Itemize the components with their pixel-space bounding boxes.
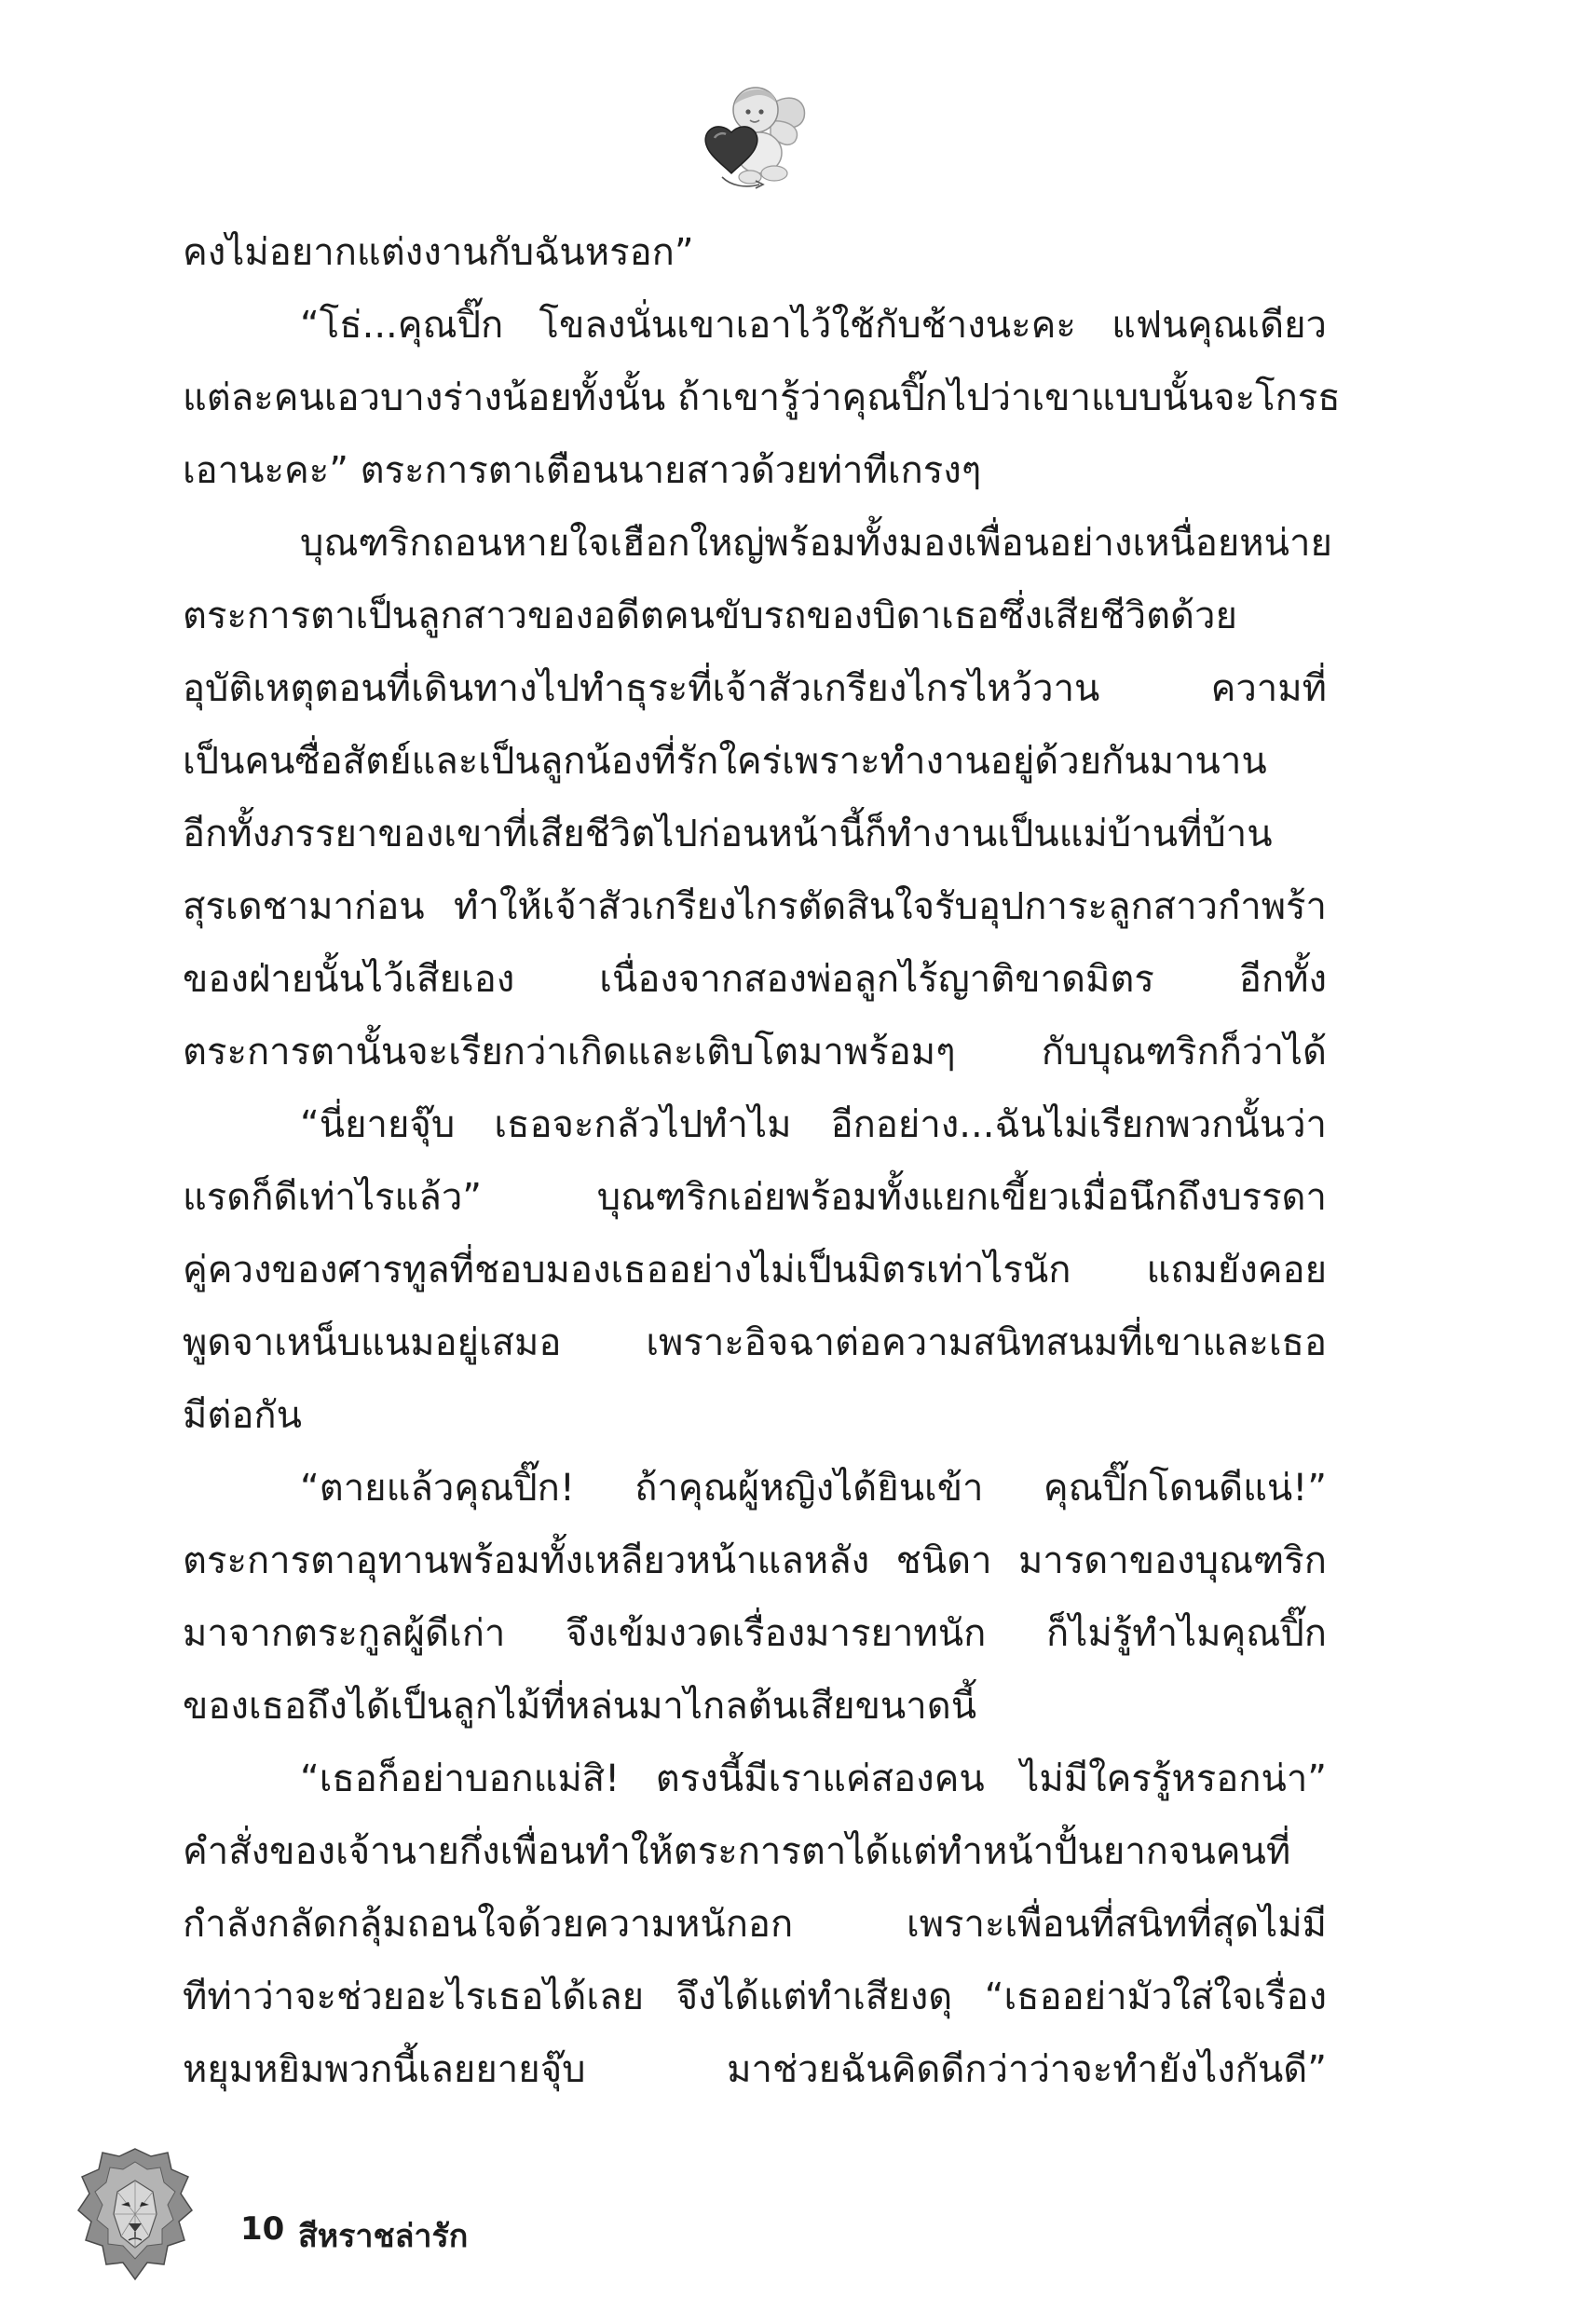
text-line: “เธอก็อย่าบอกแม่สิ! ตรงนี้มีเราแค่สองคน ไม่มีใครรู้หรอกน่า” [300,1757,1327,1800]
text-line: เป็นคนซื่อสัตย์และเป็นลูกน้องที่รักใคร่เพราะทำงานอยู่ด้วยกันมานาน [183,740,1267,783]
text-line: ทีท่าว่าจะช่วยอะไรเธอได้เลย จึงได้แต่ทำเสียงดุ “เธออย่ามัวใส่ใจเรื่อง [183,1976,1327,2018]
page-number: 10 [240,2210,285,2248]
text-line: แรดก็ดีเท่าไรแล้ว” บุณฑริกเอ่ยพร้อมทั้งแยกเขี้ยวเมื่อนึกถึงบรรดา [183,1176,1327,1219]
text-line: เอานะคะ” ตระการตาเตือนนายสาวด้วยท่าทีเกรงๆ [183,449,982,492]
text-line: อีกทั้งภรรยาของเขาที่เสียชีวิตไปก่อนหน้านี้ก็ทำงานเป็นแม่บ้านที่บ้าน [183,813,1273,855]
page-footer [75,2143,913,2292]
text-line: บุณฑริกถอนหายใจเฮือกใหญ่พร้อมทั้งมองเพื่อนอย่างเหนื่อยหน่าย [300,522,1332,565]
lion-head-icon [75,2143,196,2292]
cupid-holding-heart-icon [694,73,815,194]
body-text [183,216,1341,2106]
text-line: หยุมหยิมพวกนี้เลยยายจุ๊บ มาช่วยฉันคิดดีกว่าว่าจะทำยังไงกันดี” [183,2048,1327,2091]
text-line: กำลังกลัดกลุ้มถอนใจด้วยความหนักอก เพราะเพื่อนที่สนิทที่สุดไม่มี [183,1903,1327,1946]
text-line: พูดจาเหน็บแนมอยู่เสมอ เพราะอิจฉาต่อความสนิทสนมที่เขาและเธอ [183,1321,1327,1364]
text-line: ตระการตาอุทานพร้อมทั้งเหลียวหน้าแลหลัง ชนิดา มารดาของบุณฑริก [183,1539,1327,1582]
text-line: คู่ควงของศารทูลที่ชอบมองเธออย่างไม่เป็นมิตรเท่าไรนัก แถมยังคอย [183,1249,1327,1292]
text-line: “โธ่...คุณปิ๊ก โขลงนั่นเขาเอาไว้ใช้กับช้างนะคะ แฟนคุณเดียว [300,304,1327,347]
text-line: “นี่ยายจุ๊บ เธอจะกลัวไปทำไม อีกอย่าง...ฉันไม่เรียกพวกนั้นว่า [300,1103,1327,1146]
text-line: คำสั่งของเจ้านายกึ่งเพื่อนทำให้ตระการตาได้แต่ทำหน้าปั้นยากจนคนที่ [183,1830,1291,1873]
text-line: สุรเดชามาก่อน ทำให้เจ้าสัวเกรียงไกรตัดสินใจรับอุปการะลูกสาวกำพร้า [183,885,1327,928]
text-line: ของฝ่ายนั้นไว้เสียเอง เนื่องจากสองพ่อลูกไร้ญาติขาดมิตร อีกทั้ง [183,958,1327,1001]
book-title: สีหราชล่ารัก [298,2218,469,2255]
text-line: “ตายแล้วคุณปิ๊ก! ถ้าคุณผู้หญิงได้ยินเข้า คุณปิ๊กโดนดีแน่!” [300,1467,1327,1510]
text-line: ตระการตานั้นจะเรียกว่าเกิดและเติบโตมาพร้อมๆ กับบุณฑริกก็ว่าได้ [183,1031,1327,1073]
text-line: คงไม่อยากแต่งงานกับฉันหรอก” [183,231,694,274]
text-line: มีต่อกัน [183,1394,302,1437]
text-line: ของเธอถึงได้เป็นลูกไม้ที่หล่นมาไกลต้นเสียขนาดนี้ [183,1685,977,1728]
text-line: แต่ละคนเอวบางร่างน้อยทั้งนั้น ถ้าเขารู้ว่าคุณปิ๊กไปว่าเขาแบบนั้นจะโกรธ [183,376,1341,419]
text-line: มาจากตระกูลผู้ดีเก่า จึงเข้มงวดเรื่องมารยาทนัก ก็ไม่รู้ทำไมคุณปิ๊ก [183,1612,1327,1655]
text-line: อุบัติเหตุตอนที่เดินทางไปทำธุระที่เจ้าสัวเกรียงไกรไหว้วาน ความที่ [183,667,1327,710]
text-line: ตระการตาเป็นลูกสาวของอดีตคนขับรถของบิดาเธอซึ่งเสียชีวิตด้วย [183,595,1237,637]
